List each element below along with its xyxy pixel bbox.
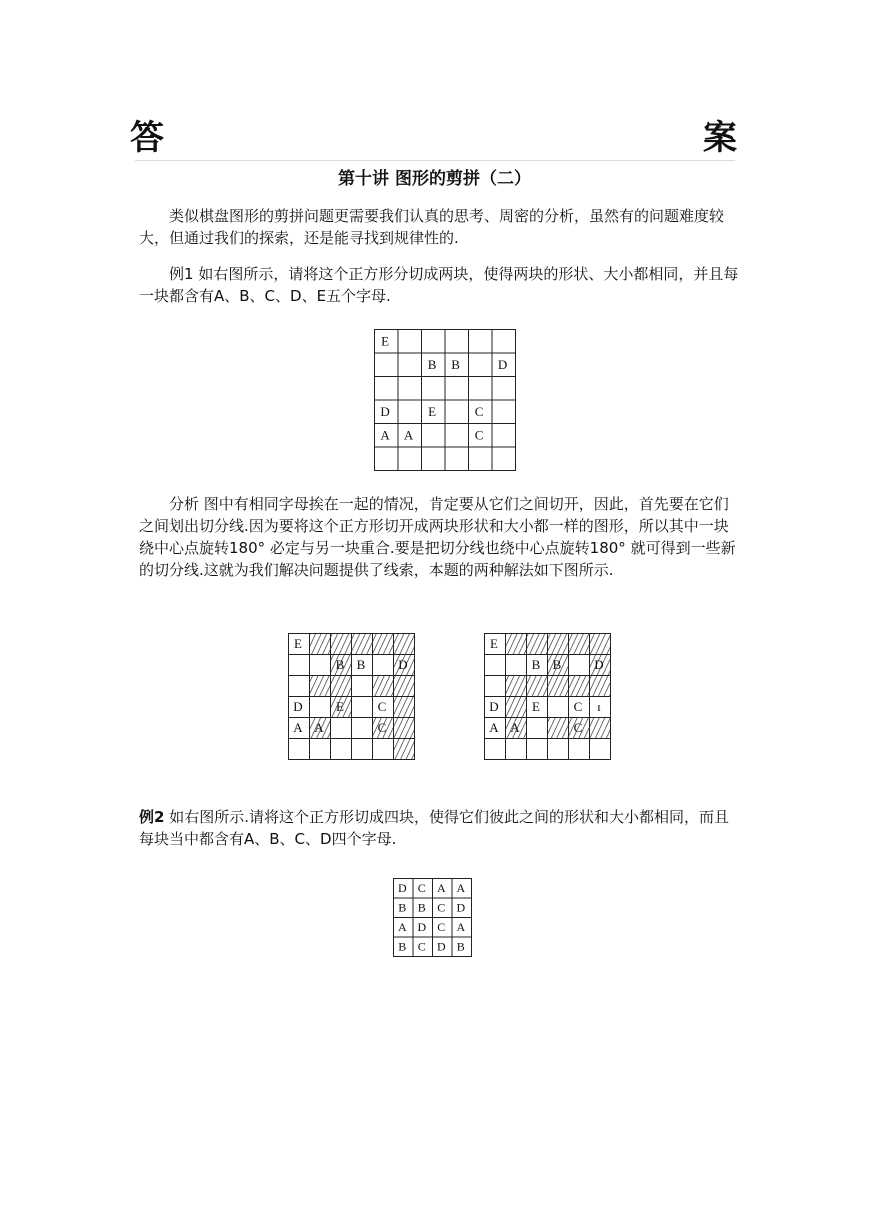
example1-grid-cell-letter: E xyxy=(428,403,437,419)
solution1-grid-cell xyxy=(331,718,352,739)
example2-grid-svg xyxy=(393,878,472,957)
example1-grid-cell xyxy=(492,377,516,401)
solution2-grid-cell-shaded xyxy=(527,634,548,655)
example1-grid-cell xyxy=(422,424,446,448)
example1-grid-cell xyxy=(398,447,422,471)
solution1-grid-cell xyxy=(310,697,331,718)
solution1-grid-cell-letter: A xyxy=(293,719,303,735)
example2-grid-cell-letter: C xyxy=(437,919,446,934)
solution1-grid-cell-shaded xyxy=(394,676,415,697)
example1-grid-cell xyxy=(492,447,516,471)
example1-grid-svg xyxy=(374,329,516,471)
example2-grid xyxy=(393,878,472,957)
solution2-grid-cell-letter: A xyxy=(510,719,520,735)
solution2-grid-cell-shaded xyxy=(569,676,590,697)
example1-grid-cell xyxy=(469,447,493,471)
solution1-grid-cell-letter: E xyxy=(293,635,302,651)
solution1-grid-cell-shaded xyxy=(373,676,394,697)
example2-grid-cell-letter: A xyxy=(436,880,446,895)
solution1-grid-cell xyxy=(310,739,331,760)
example2-grid-cell-letter: C xyxy=(417,939,426,954)
solution2-grid-cell-letter: C xyxy=(573,719,583,735)
example1-grid-cell xyxy=(398,400,422,424)
solution2-grid-cell xyxy=(485,655,506,676)
solution2-grid-cell-letter: A xyxy=(489,719,499,735)
example1-grid-cell xyxy=(422,330,446,354)
example1-grid-cell xyxy=(469,353,493,377)
example2-grid-cell-letter: B xyxy=(398,900,407,915)
example1-grid-cell xyxy=(445,330,469,354)
analysis-text: 图中有相同字母挨在一起的情况，肯定要从它们之间切开，因此，首先要在它们之间划出切分线.因为要将这个正方形切开成两块形状和大小都一样的图形，所以其中一块绕中心点旋转180° 必定与另一块重合.要是把切分线也绕中心点旋转180° 就可得到一些新的切分线.这就为我们解决问题提供了线索，本题的两种解法如下图所示. xyxy=(139,495,736,579)
analysis-paragraph xyxy=(139,493,739,581)
solution2-grid-cell-letter: E xyxy=(489,635,498,651)
solution1-grid-cell xyxy=(352,676,373,697)
solution1-grid-cell-letter: C xyxy=(377,719,387,735)
solution2-grid-cell-shaded xyxy=(548,676,569,697)
solution2-grid-cell-shaded xyxy=(569,634,590,655)
solution2-grid-cell-letter: E xyxy=(531,698,540,714)
solution1-grid-cell-letter: B xyxy=(335,656,345,672)
solution1-grid-cell-shaded xyxy=(394,718,415,739)
solution1-grid xyxy=(288,633,415,760)
solution2-grid-cell xyxy=(527,739,548,760)
example1-grid-cell-letter: A xyxy=(380,427,390,443)
header-divider xyxy=(135,160,735,161)
solution1-grid-cell xyxy=(289,739,310,760)
example1-grid-cell-letter: C xyxy=(474,427,484,443)
solution2-grid-cell xyxy=(590,739,611,760)
solution2-grid-cell-shaded xyxy=(506,634,527,655)
example1-grid-cell xyxy=(398,377,422,401)
example1-grid-cell xyxy=(492,330,516,354)
solution2-grid-cell-shaded xyxy=(548,718,569,739)
example1-grid-cell xyxy=(445,400,469,424)
solution2-grid-svg xyxy=(484,633,611,760)
example2-grid-cell-letter: D xyxy=(456,900,466,915)
solution1-grid-cell-shaded xyxy=(331,634,352,655)
example1-grid-cell xyxy=(445,447,469,471)
example2-text: 如右图所示.请将这个正方形切成四块，使得它们彼此之间的形状和大小都相同，而且每块当中都含有A、B、C、D四个字母. xyxy=(139,808,729,848)
example2-grid-cell-letter: C xyxy=(437,900,446,915)
solution1-grid-cell-shaded xyxy=(310,676,331,697)
header-right-char: 案 xyxy=(703,118,737,158)
example1-grid-cell-letter: D xyxy=(497,356,508,372)
solution2-grid-cell xyxy=(506,739,527,760)
example1-grid-cell xyxy=(375,377,399,401)
example1-paragraph xyxy=(139,263,739,307)
example1-grid-cell-letter: E xyxy=(381,333,390,349)
example1-grid-cell xyxy=(469,377,493,401)
solution2-grid-cell xyxy=(569,655,590,676)
solution1-grid-cell-shaded xyxy=(331,676,352,697)
example1-grid-cell-letter: A xyxy=(403,427,414,443)
solution2-grid-cell-shaded xyxy=(506,676,527,697)
example1-grid-cell-letter: B xyxy=(451,356,460,372)
solution2-grid-cell-shaded xyxy=(590,634,611,655)
solution1-grid-cell-letter: C xyxy=(377,698,387,714)
solution1-grid-cell xyxy=(331,739,352,760)
example1-grid-cell xyxy=(422,377,446,401)
example1-grid xyxy=(374,329,516,471)
lecture-title: 第十讲 图形的剪拼（二） xyxy=(338,169,531,189)
solution1-grid-cell-shaded xyxy=(394,739,415,760)
solution2-grid-cell-shaded xyxy=(527,676,548,697)
example2-grid-cell-letter: D xyxy=(436,939,446,954)
solution2-grid-cell-letter: D xyxy=(594,656,604,672)
solution2-grid-cell-shaded xyxy=(590,718,611,739)
example1-grid-cell-letter: D xyxy=(380,403,390,419)
solution1-grid-cell xyxy=(289,655,310,676)
example2-grid-cell-letter: B xyxy=(456,939,465,954)
solution1-grid-cell-shaded xyxy=(310,634,331,655)
solution1-grid-svg xyxy=(288,633,415,760)
solution2-grid-cell-shaded xyxy=(506,697,527,718)
example1-grid-cell xyxy=(469,330,493,354)
solution2-grid-cell xyxy=(527,718,548,739)
example2-grid-cell-letter: A xyxy=(456,919,466,934)
solution2-grid-cell-letter: ı xyxy=(597,698,601,714)
solution1-grid-cell xyxy=(373,655,394,676)
solution1-grid-cell-shaded xyxy=(373,634,394,655)
solution1-grid-cell-letter: B xyxy=(356,656,366,672)
example2-grid-cell-letter: D xyxy=(417,919,427,934)
example2-grid-cell-letter: B xyxy=(417,900,426,915)
solution2-grid-cell-shaded xyxy=(548,634,569,655)
solution1-grid-cell-letter: E xyxy=(335,698,344,714)
example1-grid-cell-letter: B xyxy=(427,356,437,372)
example2-grid-cell-letter: D xyxy=(397,880,407,895)
solution1-grid-cell-shaded xyxy=(394,634,415,655)
solution1-grid-cell xyxy=(373,739,394,760)
example2-grid-cell-letter: A xyxy=(397,919,407,934)
example1-grid-cell-letter: C xyxy=(474,403,484,419)
solution1-grid-cell xyxy=(289,676,310,697)
example2-paragraph xyxy=(139,806,739,850)
example1-grid-cell xyxy=(445,424,469,448)
solution2-grid-cell xyxy=(548,697,569,718)
solution2-grid xyxy=(484,633,611,760)
analysis-label: 分析 xyxy=(169,495,200,513)
example1-grid-cell xyxy=(492,400,516,424)
example2-label: 例2 xyxy=(139,808,165,826)
example1-grid-cell xyxy=(398,353,422,377)
solution1-grid-cell-letter: D xyxy=(293,698,303,714)
solution1-grid-cell-shaded xyxy=(394,697,415,718)
example1-grid-cell xyxy=(375,353,399,377)
solution1-grid-cell xyxy=(352,697,373,718)
example1-grid-cell xyxy=(422,447,446,471)
solution2-grid-cell-letter: B xyxy=(552,656,562,672)
example1-label: 例1 xyxy=(169,265,194,283)
solution2-grid-cell-letter: B xyxy=(531,656,541,672)
solution2-grid-cell-letter: C xyxy=(573,698,583,714)
header-left-char: 答 xyxy=(130,118,164,158)
solution1-grid-cell xyxy=(352,718,373,739)
example1-grid-cell xyxy=(445,377,469,401)
example2-grid-cell-letter: C xyxy=(417,880,426,895)
example1-grid-cell xyxy=(375,447,399,471)
solution2-grid-cell-letter: D xyxy=(489,698,499,714)
solution2-grid-cell-shaded xyxy=(590,676,611,697)
solution2-grid-cell xyxy=(569,739,590,760)
example2-grid-cell-letter: A xyxy=(456,880,466,895)
solution1-grid-cell-letter: A xyxy=(314,719,324,735)
solution2-grid-cell xyxy=(485,739,506,760)
example1-text: 如右图所示，请将这个正方形分切成两块，使得两块的形状、大小都相同，并且每一块都含有A、B、C、D、E五个字母. xyxy=(139,265,739,305)
intro-paragraph: 类似棋盘图形的剪拼问题更需要我们认真的思考、周密的分析，虽然有的问题难度较大，但通过我们的探索，还是能寻找到规律性的. xyxy=(139,207,725,247)
solution1-grid-cell xyxy=(310,655,331,676)
solution1-grid-cell xyxy=(352,739,373,760)
solution1-grid-cell-letter: D xyxy=(398,656,408,672)
solution2-grid-cell xyxy=(485,676,506,697)
solution1-grid-cell-shaded xyxy=(352,634,373,655)
example1-grid-cell xyxy=(492,424,516,448)
example1-grid-cell xyxy=(398,330,422,354)
solution2-grid-cell xyxy=(506,655,527,676)
example2-grid-cell-letter: B xyxy=(398,939,407,954)
solution2-grid-cell xyxy=(548,739,569,760)
